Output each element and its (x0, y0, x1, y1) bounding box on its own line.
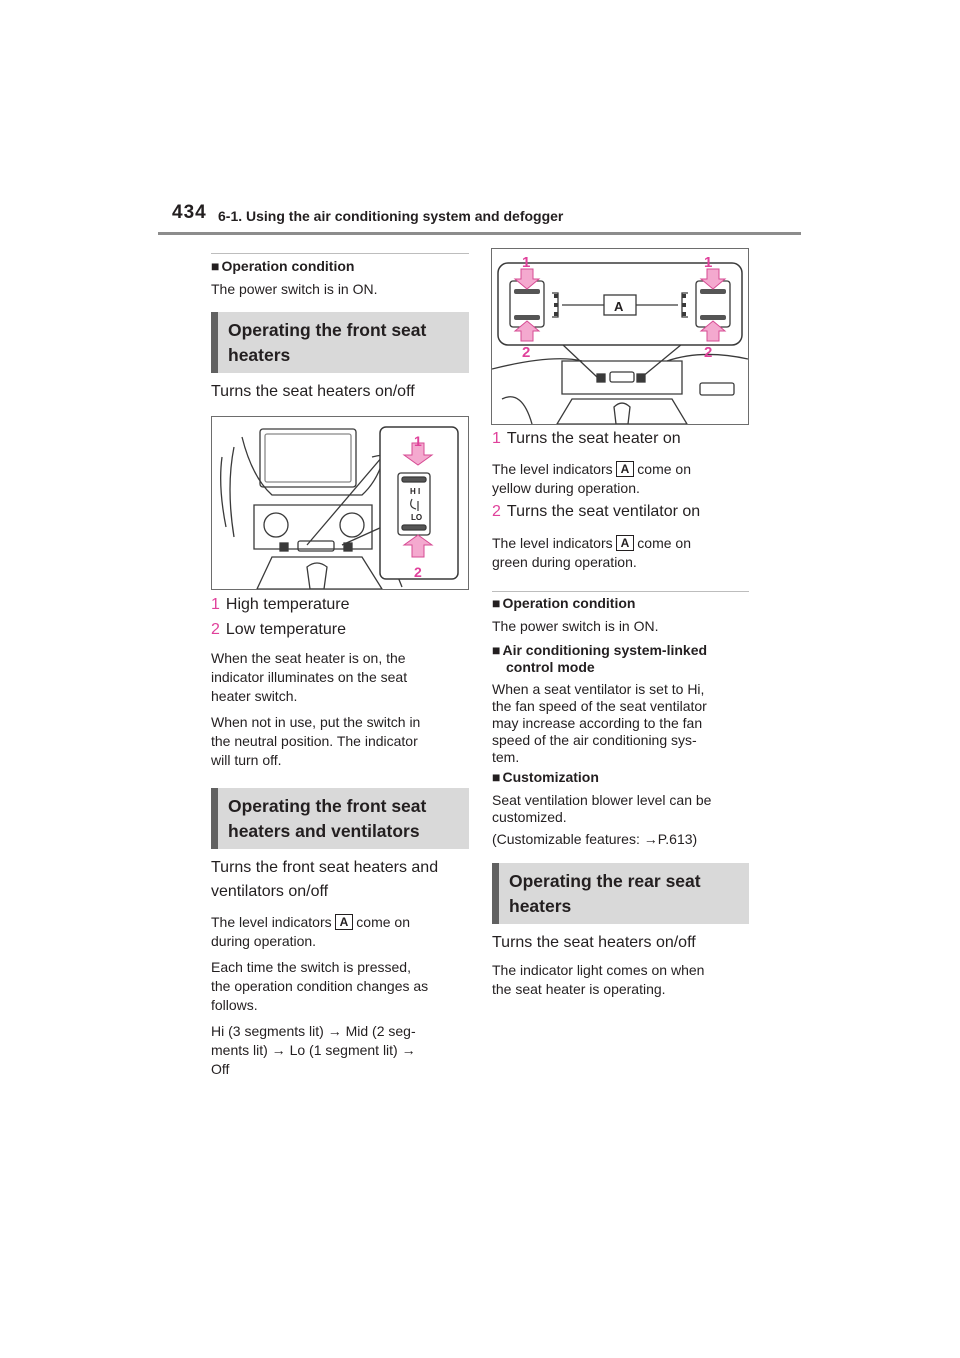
item-number: 2 (211, 621, 220, 638)
note-paragraph (211, 713, 471, 770)
level-indicator-note (492, 460, 752, 498)
callout-1: 1 (414, 433, 422, 449)
text-line: the seat heater is operating. (492, 981, 666, 997)
section-title-line: Operating the rear seat (509, 871, 701, 891)
text-line: follows. (211, 997, 258, 1013)
text-line: Turns the front seat heaters and (211, 859, 439, 876)
operation-condition-heading (492, 595, 635, 612)
operation-condition-title: Operation condition (221, 258, 355, 274)
text-line: will turn off. (211, 752, 282, 768)
section-title-line: Operating the front seat (228, 320, 427, 340)
text-line: speed of the air conditioning sys- (492, 732, 697, 748)
item-text: Low temperature (225, 621, 346, 638)
section-title-line: heaters and ventilators (228, 821, 420, 841)
text-line: ventilators on/off (211, 883, 329, 900)
text-line: green during operation. (492, 554, 637, 570)
ac-linked-heading (492, 642, 707, 659)
note-paragraph (211, 649, 471, 706)
callout-2: 2 (414, 564, 422, 580)
callout-2: 2 (704, 344, 713, 361)
note-paragraph (211, 958, 471, 1015)
indicator-a-label: A (614, 299, 624, 314)
text-span: come on (637, 535, 691, 551)
callout-1: 1 (522, 254, 531, 271)
level-indicator-note (211, 913, 471, 951)
text-span: come on (637, 461, 691, 477)
text-span: The level indicators (492, 535, 613, 551)
section-title-line: heaters (509, 896, 572, 916)
callout-2: 2 (522, 344, 531, 361)
text-line: customized. (492, 809, 567, 825)
list-item (492, 501, 700, 523)
section-heading-front-seat-heaters (211, 312, 469, 373)
divider (492, 591, 749, 592)
text-line: Each time the switch is pressed, (211, 959, 411, 975)
list-item (211, 619, 346, 641)
list-item (211, 594, 350, 616)
customization-text (492, 792, 752, 826)
text-line: the fan speed of the seat ventilator (492, 698, 707, 714)
text-line: The indicator light comes on when (492, 962, 705, 978)
text-line: during operation. (211, 933, 317, 949)
ac-linked-text (492, 681, 752, 766)
text-line: When the seat heater is on, the (211, 650, 406, 666)
text-line: indicator illuminates on the seat (211, 669, 408, 685)
note-paragraph (492, 961, 752, 999)
item-number: 2 (492, 503, 501, 520)
lo-label: LO (411, 513, 423, 522)
page-number: 434 (172, 202, 207, 223)
text-line: Hi (3 segments lit) → Mid (2 seg- (211, 1023, 416, 1039)
operation-sequence (211, 1022, 471, 1079)
text-line: ments lit) → Lo (1 segment lit) → (211, 1042, 416, 1058)
ac-linked-heading-cont: control mode (506, 659, 595, 675)
hi-label: H I (410, 487, 421, 496)
customizable-features-link[interactable]: (Customizable features: →P.613) (492, 831, 698, 847)
section-heading-rear-seat-heaters (492, 863, 749, 924)
text-line: Off (211, 1061, 230, 1077)
text-line: When a seat ventilator is set to Hi, (492, 681, 705, 697)
level-indicator-note (492, 534, 752, 572)
item-text: Turns the seat ventilator on (506, 503, 701, 520)
operation-condition-title: Operation condition (502, 595, 636, 611)
section-heading-front-seat-ventilators (211, 788, 469, 849)
text-line: may increase according to the fan (492, 715, 703, 731)
callout-1: 1 (704, 254, 713, 271)
section-intro: Turns the seat heaters on/off (211, 383, 415, 400)
indicator-a-callout: A (616, 535, 635, 551)
section-intro: Turns the seat heaters on/off (492, 934, 696, 951)
text-line: the operation condition changes as (211, 978, 429, 994)
text-span: come on (356, 914, 410, 930)
section-intro (211, 856, 438, 904)
item-text: High temperature (225, 596, 350, 613)
item-number: 1 (211, 596, 220, 613)
text-span: Air conditioning system-linked (502, 642, 708, 658)
section-title-line: Operating the front seat (228, 796, 427, 816)
text-line: the neutral position. The indicator (211, 733, 418, 749)
text-line: tem. (492, 749, 520, 765)
item-number: 1 (492, 430, 501, 447)
text-line: heater switch. (211, 688, 298, 704)
text-line: yellow during operation. (492, 480, 640, 496)
indicator-a-callout: A (335, 914, 354, 930)
header-rule (158, 232, 801, 235)
operation-condition-text: The power switch is in ON. (211, 281, 378, 297)
list-item (492, 428, 681, 450)
seat-ventilator-switch-figure (491, 248, 749, 425)
seat-heater-switch-figure (211, 416, 469, 590)
divider (211, 253, 469, 254)
customization-heading (492, 769, 599, 786)
chapter-title: 6-1. Using the air conditioning system and defogger (218, 208, 564, 224)
text-span: The level indicators (211, 914, 332, 930)
text-span: The level indicators (492, 461, 613, 477)
text-line: When not in use, put the switch in (211, 714, 421, 730)
operation-condition-heading (211, 258, 354, 275)
section-title-line: heaters (228, 345, 291, 365)
indicator-a-callout: A (616, 461, 635, 477)
operation-condition-text: The power switch is in ON. (492, 618, 659, 634)
item-text: Turns the seat heater on (506, 430, 681, 447)
text-line: Seat ventilation blower level can be (492, 792, 712, 808)
text-span: Customization (502, 769, 599, 785)
